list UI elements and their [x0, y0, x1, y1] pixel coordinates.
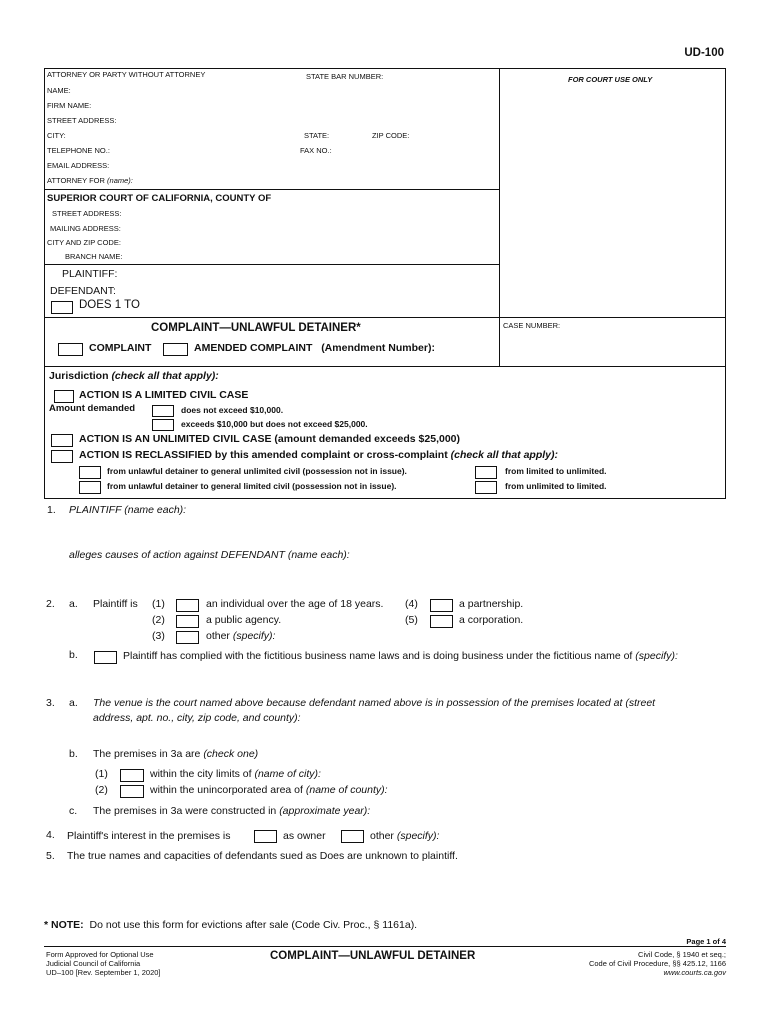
approved-line-1: Form Approved for Optional Use	[46, 950, 154, 959]
owner-checkbox[interactable]	[254, 830, 277, 843]
item-2b-letter: b.	[69, 649, 78, 661]
item-4-number: 4.	[46, 829, 55, 841]
city-label: CITY:	[47, 131, 66, 140]
item-2-number: 2.	[46, 598, 55, 610]
unlimited-to-limited-checkbox[interactable]	[475, 481, 497, 494]
public-agency-checkbox[interactable]	[176, 615, 199, 628]
unincorporated-label: within the unincorporated area of (name of county):	[150, 784, 388, 796]
item-2a-letter: a.	[69, 598, 78, 610]
state-label: STATE:	[304, 131, 330, 140]
code-line-1: Civil Code, § 1940 et seq.;	[638, 950, 726, 959]
code-line-2: Code of Civil Procedure, §§ 425.12, 1166	[588, 959, 726, 968]
footer-note: * NOTE: Do not use this form for evictions after sale (Code Civ. Proc., § 1161a).	[44, 919, 418, 931]
item-3c-text: The premises in 3a were constructed in (approximate year):	[93, 805, 371, 817]
form-number: UD-100	[684, 47, 724, 59]
zip-label: ZIP CODE:	[372, 131, 410, 140]
header-frame	[44, 68, 726, 367]
item-2a-opt4-number: (4)	[405, 598, 418, 610]
unlimited-to-limited-label: from unlimited to limited.	[505, 481, 607, 491]
case-number-label: CASE NUMBER:	[503, 321, 561, 330]
fax-label: FAX NO.:	[300, 146, 332, 155]
street-label: STREET ADDRESS:	[47, 116, 117, 125]
partnership-checkbox[interactable]	[430, 599, 453, 612]
amended-complaint-checkbox[interactable]	[163, 343, 188, 356]
jurisdiction-label: Jurisdiction (check all that apply):	[49, 370, 219, 382]
attorney-label: ATTORNEY OR PARTY WITHOUT ATTORNEY	[47, 70, 206, 79]
other-entity-checkbox[interactable]	[176, 631, 199, 644]
item-3c-letter: c.	[69, 805, 78, 817]
name-label: NAME:	[47, 86, 71, 95]
fictitious-name-label: Plaintiff has complied with the fictitious business name laws and is doing business under the fictitious name of (specify):	[123, 650, 678, 662]
corporation-checkbox[interactable]	[430, 615, 453, 628]
limited-case-checkbox[interactable]	[54, 390, 74, 403]
partnership-label: a partnership.	[459, 598, 524, 610]
individual-checkbox[interactable]	[176, 599, 199, 612]
court-use-label: FOR COURT USE ONLY	[568, 75, 653, 84]
limited-to-unlimited-checkbox[interactable]	[475, 466, 497, 479]
item-5-number: 5.	[46, 850, 55, 862]
email-label: EMAIL ADDRESS:	[47, 161, 110, 170]
other-interest-label: other (specify):	[370, 830, 440, 842]
individual-label: an individual over the age of 18 years.	[206, 598, 384, 610]
amount-demanded-label: Amount demanded	[49, 403, 136, 414]
complaint-label: COMPLAINT	[89, 342, 152, 354]
not-exceed-10k-label: does not exceed $10,000.	[181, 405, 284, 415]
court-street-label: STREET ADDRESS:	[52, 209, 122, 218]
footer-rule	[44, 946, 726, 947]
unlimited-case-label: ACTION IS AN UNLIMITED CIVIL CASE (amount demanded exceeds $25,000)	[79, 433, 460, 445]
courts-url[interactable]: www.courts.ca.gov	[663, 968, 726, 977]
page-number: Page 1 of 4	[686, 937, 726, 946]
approved-line-2: Judicial Council of California	[46, 959, 141, 968]
reclassified-checkbox[interactable]	[51, 450, 73, 463]
public-agency-label: a public agency.	[206, 614, 282, 626]
item-3a-line2: address, apt. no., city, zip code, and county):	[93, 712, 301, 724]
court-divider	[44, 264, 500, 265]
does-checkbox[interactable]	[51, 301, 73, 314]
item-5-text: The true names and capacities of defendants sued as Does are unknown to plaintiff.	[67, 850, 458, 862]
reclass-limited-checkbox[interactable]	[79, 481, 101, 494]
court-branch-label: BRANCH NAME:	[65, 252, 123, 261]
exceeds-10k-checkbox[interactable]	[152, 419, 174, 431]
item-4-text: Plaintiff's interest in the premises is	[67, 830, 231, 842]
item-3b2-number: (2)	[95, 784, 108, 796]
amended-complaint-label: AMENDED COMPLAINT (Amendment Number):	[194, 342, 435, 354]
reclassified-label: ACTION IS RECLASSIFIED by this amended complaint or cross-complaint (check all that apply):	[79, 449, 559, 461]
unincorporated-checkbox[interactable]	[120, 785, 144, 798]
item-2a-opt3-number: (3)	[152, 630, 165, 642]
plaintiff-label: PLAINTIFF:	[62, 268, 118, 280]
other-interest-checkbox[interactable]	[341, 830, 364, 843]
other-entity-label: other (specify):	[206, 630, 276, 642]
item-3b-letter: b.	[69, 748, 78, 760]
firm-label: FIRM NAME:	[47, 101, 92, 110]
court-city-zip-label: CITY AND ZIP CODE:	[47, 238, 121, 247]
state-bar-label: STATE BAR NUMBER:	[306, 72, 384, 81]
parties-divider	[44, 317, 726, 318]
defendant-label: DEFENDANT:	[50, 285, 116, 297]
limited-case-label: ACTION IS A LIMITED CIVIL CASE	[79, 389, 249, 401]
item-1-alleges: alleges causes of action against DEFENDANT (name each):	[69, 549, 350, 561]
footer-title: COMPLAINT—UNLAWFUL DETAINER	[270, 950, 476, 962]
unlimited-case-checkbox[interactable]	[51, 434, 73, 447]
city-limits-checkbox[interactable]	[120, 769, 144, 782]
reclass-unlimited-checkbox[interactable]	[79, 466, 101, 479]
court-title: SUPERIOR COURT OF CALIFORNIA, COUNTY OF	[47, 193, 272, 204]
court-use-divider	[499, 68, 500, 366]
item-3b1-number: (1)	[95, 768, 108, 780]
fictitious-name-checkbox[interactable]	[94, 651, 117, 664]
item-3b-text: The premises in 3a are (check one)	[93, 748, 259, 760]
attorney-divider	[44, 189, 500, 190]
approved-line-3: UD–100 [Rev. September 1, 2020]	[46, 968, 161, 977]
item-3a-letter: a.	[69, 697, 78, 709]
exceeds-10k-label: exceeds $10,000 but does not exceed $25,000.	[181, 419, 368, 429]
item-2a-opt5-number: (5)	[405, 614, 418, 626]
does-label: DOES 1 TO	[79, 299, 140, 311]
reclass-unlimited-label: from unlawful detainer to general unlimited civil (possession not in issue).	[107, 466, 407, 476]
corporation-label: a corporation.	[459, 614, 524, 626]
item-1-number: 1.	[47, 504, 56, 516]
telephone-label: TELEPHONE NO.:	[47, 146, 110, 155]
item-1-plaintiff: PLAINTIFF (name each):	[69, 504, 187, 516]
complaint-checkbox[interactable]	[58, 343, 83, 356]
city-limits-label: within the city limits of (name of city):	[150, 768, 321, 780]
reclass-limited-label: from unlawful detainer to general limited civil (possession not in issue).	[107, 481, 397, 491]
owner-label: as owner	[283, 830, 326, 842]
court-mailing-label: MAILING ADDRESS:	[50, 224, 121, 233]
attorney-for-label: ATTORNEY FOR (name):	[47, 176, 133, 185]
item-2a-lead: Plaintiff is	[93, 598, 138, 610]
form-title: COMPLAINT—UNLAWFUL DETAINER*	[151, 322, 361, 334]
item-2a-opt2-number: (2)	[152, 614, 165, 626]
item-3a-line1: The venue is the court named above because defendant named above is in possession of the premises located at (street	[93, 697, 656, 709]
item-3-number: 3.	[46, 697, 55, 709]
item-2a-opt1-number: (1)	[152, 598, 165, 610]
not-exceed-10k-checkbox[interactable]	[152, 405, 174, 417]
limited-to-unlimited-label: from limited to unlimited.	[505, 466, 607, 476]
